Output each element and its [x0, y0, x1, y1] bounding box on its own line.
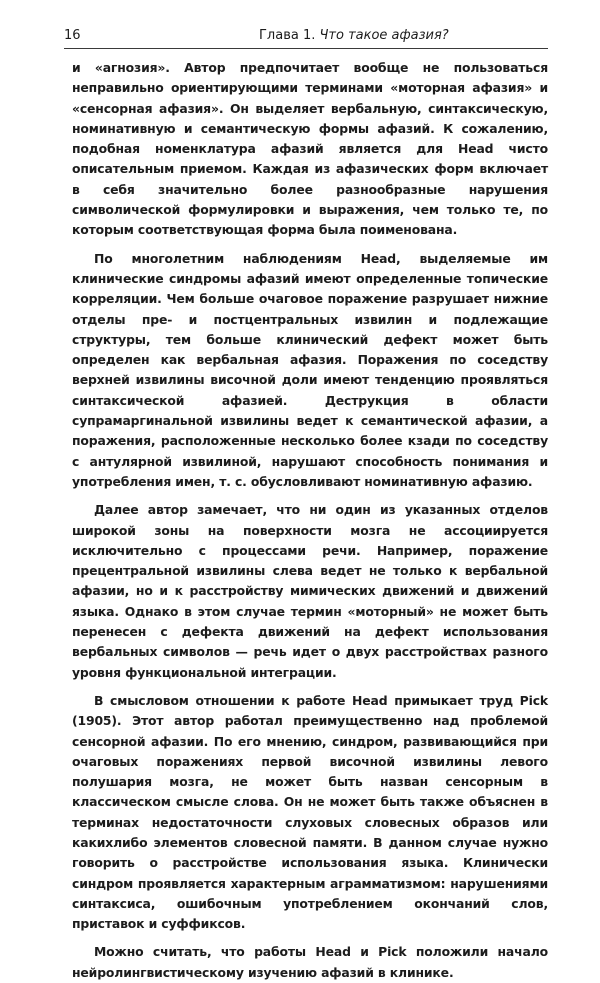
running-header	[64, 26, 548, 49]
chapter-title: Что такое афазия?	[319, 28, 449, 43]
paragraph: и «агнозия». Автор предпочитает вообще не пользоваться неправильно ориентирующими терминами «моторная афазия» и «сенсорная афазия». Он выделяет вербальную, синтаксическую, номинативную и семантическую формы афазий. К сожалению, подобная номенклатура афазий является для Head чисто описательным приемом. Каждая из афазических форм включает в себя значительно более разнообразные нарушения символической формулировки и выражения, чем только те, по которым соответствующая форма была поименована.	[72, 60, 548, 238]
body-text	[72, 58, 548, 983]
page-number: 16	[64, 28, 81, 43]
paragraph: Далее автор замечает, что ни один из указанных отделов широкой зоны на поверхности мозга не ассоциируется исключительно с процессами речи. Например, поражение прецентральной извилины слева ведет не только к вербальной афазии, но и к расстройству мимических движений и движений языка. Однако в этом случае термин «моторный» не может быть перенесен с дефекта движений на дефект использования вербальных символов — речь идет о двух расстройствах разного уровня функциональной интеграции.	[72, 502, 548, 680]
paragraph: Можно считать, что работы Head и Pick положили начало нейролингвистическому изучению афазий в клинике.	[72, 944, 548, 980]
chapter-heading	[259, 26, 449, 46]
paragraph: В смысловом отношении к работе Head примыкает труд Pick (1905). Этот автор работал преимущественно над проблемой сенсорной афазии. По его мнению, синдром, развивающийся при очаговых поражениях первой височной извилины левого полушария мозга, не может быть назван сенсорным в классическом смысле слова. Он не может быть также объяснен в терминах недостаточности слуховых словесных образов или какихлибо элементов словесной памяти. В данном случае нужно говорить о расстройстве использования языка. Клинически синдром проявляется характерным аграмматизмом: нарушениями синтаксиса, ошибочным употреблением окончаний слов, приставок и суффиксов.	[72, 692, 548, 932]
chapter-label: Глава 1.	[259, 28, 316, 43]
paragraph: По многолетним наблюдениям Head, выделяемые им клинические синдромы афазий имеют определенные топические корреляции. Чем больше очаговое поражение разрушает нижние отделы пре- и постцентральных извилин и подлежащие структуры, тем больше клинический дефект может быть определен как вербальная афазия. Поражения по соседству верхней извилины височной доли имеют тенденцию проявляться синтаксической афазией. Деструкция в области супрамаргинальной извилины ведет к семантической афазии, а поражения, расположенные несколько более кзади по соседству с антулярной извилиной, нарушают способность понимания и употребления имен, т. с. обусловливают номинативную афазию.	[72, 250, 548, 489]
